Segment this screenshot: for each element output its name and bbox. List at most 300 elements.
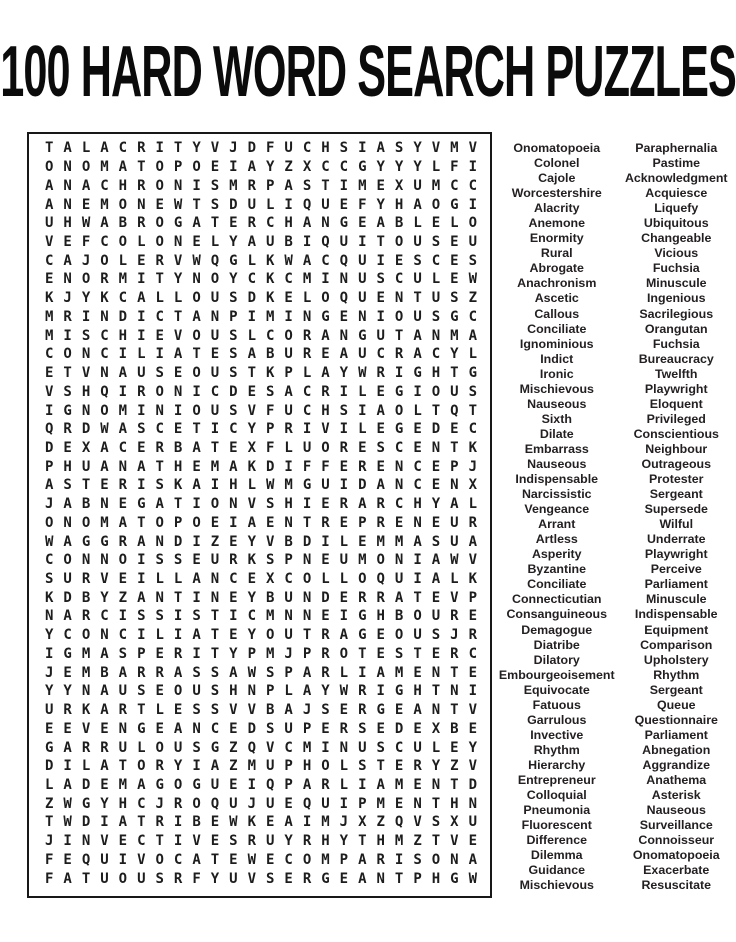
grid-letter: C bbox=[450, 177, 459, 194]
word-item: Diatribe bbox=[533, 637, 580, 652]
grid-letter: N bbox=[468, 795, 477, 812]
grid-letter: M bbox=[376, 533, 385, 550]
grid-letter: F bbox=[358, 196, 367, 213]
word-item: Difference bbox=[526, 833, 588, 848]
grid-letter: I bbox=[192, 383, 201, 400]
grid-letter: N bbox=[63, 514, 72, 531]
grid-letter: E bbox=[431, 589, 441, 606]
grid-letter: F bbox=[44, 851, 54, 868]
grid-letter: U bbox=[321, 477, 330, 494]
grid-letter: E bbox=[450, 739, 459, 756]
grid-letter: T bbox=[137, 514, 146, 531]
grid-letter: N bbox=[394, 552, 404, 569]
grid-letter: P bbox=[450, 458, 459, 475]
grid-letter: E bbox=[265, 851, 275, 868]
grid-letter: I bbox=[339, 383, 349, 400]
grid-letter: P bbox=[413, 870, 422, 887]
grid-letter: Y bbox=[173, 271, 183, 288]
grid-letter: A bbox=[247, 233, 256, 250]
grid-letter: R bbox=[321, 627, 330, 644]
grid-letter: A bbox=[192, 308, 201, 325]
grid-letter: A bbox=[284, 383, 293, 400]
grid-letter: O bbox=[321, 439, 330, 456]
grid-letter: A bbox=[63, 533, 72, 550]
grid-letter: U bbox=[468, 233, 477, 250]
grid-letter: S bbox=[210, 683, 220, 700]
grid-letter: N bbox=[302, 308, 312, 325]
grid-letter: O bbox=[155, 233, 164, 250]
grid-letter: L bbox=[173, 571, 183, 588]
grid-letter: A bbox=[394, 589, 404, 606]
grid-letter: E bbox=[431, 514, 441, 531]
grid-letter: C bbox=[100, 346, 109, 363]
grid-letter: S bbox=[265, 870, 275, 887]
word-item: Rhythm bbox=[533, 742, 580, 757]
grid-letter: I bbox=[247, 777, 256, 793]
grid-letter: A bbox=[210, 758, 220, 775]
grid-letter: T bbox=[210, 439, 220, 456]
grid-letter: I bbox=[137, 271, 146, 288]
grid-letter: L bbox=[284, 683, 293, 700]
word-item: Worcestershire bbox=[511, 186, 602, 201]
grid-letter: R bbox=[376, 365, 385, 382]
grid-letter: I bbox=[118, 851, 128, 868]
grid-letter: O bbox=[63, 346, 72, 363]
grid-letter: V bbox=[431, 140, 441, 157]
grid-letter: G bbox=[358, 159, 367, 176]
grid-letter: D bbox=[394, 720, 404, 737]
grid-letter: R bbox=[81, 608, 91, 625]
grid-letter: M bbox=[394, 777, 404, 793]
grid-letter: N bbox=[173, 233, 183, 250]
grid-letter: O bbox=[155, 739, 164, 756]
word-item: Eloquent bbox=[649, 396, 703, 411]
grid-letter: N bbox=[450, 683, 459, 700]
grid-letter: D bbox=[247, 290, 256, 307]
grid-letter: S bbox=[210, 177, 220, 194]
grid-letter: H bbox=[229, 683, 238, 700]
grid-letter: C bbox=[155, 308, 164, 325]
grid-letter: O bbox=[210, 496, 220, 513]
grid-letter: V bbox=[81, 720, 91, 737]
grid-letter: M bbox=[302, 271, 312, 288]
grid-letter: S bbox=[431, 233, 441, 250]
word-item: Asperity bbox=[531, 547, 582, 562]
grid-letter: E bbox=[339, 589, 349, 606]
grid-letter: C bbox=[321, 252, 330, 269]
word-item: Dilemma bbox=[530, 848, 583, 863]
grid-letter: I bbox=[376, 252, 385, 269]
word-item: Wilful bbox=[659, 517, 694, 532]
grid-letter: N bbox=[100, 552, 109, 569]
grid-letter: I bbox=[358, 402, 367, 419]
grid-letter: E bbox=[376, 421, 385, 438]
grid-letter: A bbox=[44, 177, 54, 194]
grid-letter: T bbox=[210, 215, 220, 232]
grid-letter: N bbox=[118, 458, 128, 475]
grid-letter: E bbox=[376, 458, 385, 475]
grid-letter: S bbox=[468, 383, 477, 400]
grid-letter: T bbox=[137, 702, 146, 719]
word-item: Changeable bbox=[641, 231, 712, 246]
grid-letter: I bbox=[173, 402, 183, 419]
grid-letter: L bbox=[265, 196, 275, 213]
grid-letter: T bbox=[450, 702, 459, 719]
grid-letter: I bbox=[137, 477, 146, 494]
grid-letter: R bbox=[173, 870, 183, 887]
grid-letter: M bbox=[210, 458, 220, 475]
grid-letter: R bbox=[302, 833, 312, 850]
grid-letter: T bbox=[394, 327, 404, 344]
grid-letter: N bbox=[358, 308, 367, 325]
grid-letter: M bbox=[118, 271, 128, 288]
grid-letter: E bbox=[247, 383, 256, 400]
grid-letter: C bbox=[118, 290, 128, 307]
word-list bbox=[497, 141, 736, 893]
grid-letter: V bbox=[265, 739, 275, 756]
grid-letter: T bbox=[192, 421, 201, 438]
grid-letter: O bbox=[44, 514, 54, 531]
grid-letter: R bbox=[81, 739, 91, 756]
grid-letter: M bbox=[394, 533, 404, 550]
grid-letter: D bbox=[247, 140, 256, 157]
grid-letter: C bbox=[394, 271, 404, 288]
grid-letter: L bbox=[339, 777, 349, 793]
grid-letter: R bbox=[118, 533, 128, 550]
grid-letter: Q bbox=[100, 383, 109, 400]
word-item: Cajole bbox=[538, 171, 576, 186]
grid-letter: U bbox=[413, 271, 422, 288]
grid-letter: A bbox=[137, 533, 146, 550]
grid-letter: W bbox=[63, 814, 72, 831]
grid-letter: A bbox=[321, 365, 330, 382]
grid-letter: N bbox=[229, 496, 238, 513]
grid-letter: L bbox=[468, 346, 477, 363]
grid-letter: C bbox=[118, 627, 128, 644]
grid-letter: A bbox=[413, 533, 422, 550]
grid-letter: N bbox=[137, 196, 146, 213]
word-item: Pneumonia bbox=[523, 803, 591, 818]
grid-letter: S bbox=[339, 402, 349, 419]
grid-letter: S bbox=[137, 683, 146, 700]
grid-letter: N bbox=[431, 702, 441, 719]
grid-letter: G bbox=[229, 252, 238, 269]
grid-letter: D bbox=[81, 777, 91, 793]
grid-letter: E bbox=[265, 814, 275, 831]
grid-letter: R bbox=[247, 215, 256, 232]
grid-letter: R bbox=[137, 383, 146, 400]
grid-letter: B bbox=[394, 215, 404, 232]
grid-letter: T bbox=[155, 271, 164, 288]
word-item: Fatuous bbox=[532, 697, 581, 712]
grid-letter: E bbox=[468, 720, 477, 737]
grid-letter: G bbox=[413, 365, 422, 382]
grid-letter: I bbox=[173, 814, 183, 831]
grid-letter: N bbox=[302, 589, 312, 606]
grid-letter: U bbox=[100, 851, 109, 868]
word-item: Playwright bbox=[644, 547, 708, 562]
title-bar bbox=[0, 34, 736, 110]
grid-letter: L bbox=[247, 477, 256, 494]
grid-letter: U bbox=[137, 365, 146, 382]
grid-letter: E bbox=[339, 458, 349, 475]
grid-letter: G bbox=[394, 383, 404, 400]
grid-letter: A bbox=[431, 552, 441, 569]
grid-letter: E bbox=[155, 720, 164, 737]
grid-letter: L bbox=[137, 233, 146, 250]
grid-letter: O bbox=[339, 645, 349, 662]
word-item: Playwright bbox=[644, 381, 708, 396]
grid-letter: Y bbox=[81, 290, 91, 307]
grid-letter: N bbox=[81, 683, 91, 700]
word-item: Indispensable bbox=[515, 472, 599, 487]
grid-letter: C bbox=[100, 177, 109, 194]
word-item: Surveillance bbox=[639, 818, 713, 833]
grid-letter: E bbox=[394, 702, 404, 719]
grid-letter: G bbox=[44, 739, 54, 756]
grid-letter: R bbox=[339, 496, 349, 513]
grid-letter: E bbox=[339, 308, 349, 325]
grid-letter: B bbox=[100, 664, 109, 681]
grid-letter: I bbox=[173, 627, 183, 644]
grid-letter: S bbox=[358, 720, 367, 737]
grid-letter: P bbox=[137, 645, 146, 662]
word-item: Parliament bbox=[644, 727, 708, 742]
grid-letter: P bbox=[358, 795, 367, 812]
grid-letter: K bbox=[247, 814, 256, 831]
word-item: Mischievous bbox=[519, 878, 594, 893]
word-item: Byzantine bbox=[527, 562, 587, 577]
grid-letter: Q bbox=[44, 421, 54, 438]
grid-letter: H bbox=[413, 683, 422, 700]
grid-letter: X bbox=[358, 814, 367, 831]
grid-letter: C bbox=[44, 552, 54, 569]
grid-letter: J bbox=[63, 290, 72, 307]
grid-letter: H bbox=[284, 215, 293, 232]
grid-letter: Y bbox=[339, 833, 349, 850]
grid-letter: R bbox=[376, 589, 385, 606]
grid-letter: A bbox=[247, 514, 256, 531]
word-item: Onomatopoeia bbox=[513, 141, 601, 155]
grid-letter: A bbox=[100, 645, 109, 662]
grid-letter: L bbox=[302, 365, 312, 382]
word-item: Enormity bbox=[529, 231, 584, 246]
grid-letter: A bbox=[376, 477, 385, 494]
grid-letter: K bbox=[247, 552, 256, 569]
grid-letter: I bbox=[210, 421, 220, 438]
grid-letter: S bbox=[192, 739, 201, 756]
grid-letter: R bbox=[63, 308, 72, 325]
grid-letter: S bbox=[468, 252, 477, 269]
grid-letter: A bbox=[63, 870, 72, 887]
grid-letter: M bbox=[247, 758, 256, 775]
grid-letter: I bbox=[413, 383, 422, 400]
grid-letter: I bbox=[155, 140, 164, 157]
grid-letter: N bbox=[339, 327, 349, 344]
grid-letter: H bbox=[321, 402, 330, 419]
grid-letter: T bbox=[155, 833, 164, 850]
grid-letter: U bbox=[468, 814, 477, 831]
word-item: Conciliate bbox=[527, 321, 587, 336]
grid-letter: Q bbox=[302, 795, 312, 812]
grid-letter: V bbox=[321, 421, 330, 438]
grid-letter: R bbox=[376, 851, 385, 868]
grid-letter: U bbox=[284, 589, 293, 606]
grid-letter: F bbox=[44, 870, 54, 887]
grid-letter: U bbox=[192, 683, 201, 700]
grid-letter: S bbox=[431, 627, 441, 644]
word-item: Dilate bbox=[539, 426, 574, 441]
grid-letter: R bbox=[247, 833, 256, 850]
grid-letter: E bbox=[210, 833, 220, 850]
grid-letter: N bbox=[339, 271, 349, 288]
grid-letter: N bbox=[63, 196, 72, 213]
grid-letter: C bbox=[100, 327, 109, 344]
grid-letter: C bbox=[265, 215, 275, 232]
grid-letter: W bbox=[450, 552, 459, 569]
grid-letter: U bbox=[358, 290, 367, 307]
grid-letter: V bbox=[247, 870, 256, 887]
grid-letter: E bbox=[394, 252, 404, 269]
grid-letter: A bbox=[118, 365, 128, 382]
grid-letter: T bbox=[450, 365, 459, 382]
grid-letter: E bbox=[210, 159, 220, 176]
grid-letter: I bbox=[192, 533, 201, 550]
grid-letter: I bbox=[302, 814, 312, 831]
grid-letter: M bbox=[81, 664, 91, 681]
grid-letter: Q bbox=[450, 402, 459, 419]
grid-letter: E bbox=[247, 571, 256, 588]
grid-letter: S bbox=[376, 271, 385, 288]
grid-letter: T bbox=[137, 159, 146, 176]
grid-letter: U bbox=[173, 739, 183, 756]
grid-letter: A bbox=[100, 458, 109, 475]
grid-letter: Q bbox=[210, 252, 220, 269]
grid-letter: M bbox=[321, 814, 330, 831]
word-item: Resuscitate bbox=[641, 878, 712, 893]
grid-letter: U bbox=[394, 571, 404, 588]
grid-letter: R bbox=[358, 683, 367, 700]
grid-letter: U bbox=[413, 177, 422, 194]
grid-letter: C bbox=[210, 720, 220, 737]
grid-letter: R bbox=[468, 514, 477, 531]
grid-letter: A bbox=[192, 439, 201, 456]
grid-letter: R bbox=[100, 271, 109, 288]
word-item: Privileged bbox=[646, 411, 706, 426]
grid-letter: I bbox=[192, 589, 201, 606]
grid-letter: A bbox=[192, 571, 201, 588]
grid-letter: C bbox=[44, 346, 54, 363]
grid-letter: E bbox=[192, 458, 201, 475]
grid-letter: U bbox=[321, 196, 330, 213]
grid-letter: R bbox=[155, 758, 164, 775]
grid-letter: U bbox=[358, 739, 367, 756]
grid-letter: R bbox=[137, 664, 146, 681]
grid-letter: R bbox=[137, 140, 146, 157]
grid-letter: N bbox=[192, 720, 201, 737]
grid-letter: I bbox=[137, 402, 146, 419]
grid-letter: S bbox=[210, 196, 220, 213]
grid-letter: I bbox=[192, 645, 201, 662]
grid-letter: D bbox=[81, 814, 91, 831]
grid-letter: U bbox=[44, 702, 54, 719]
grid-letter: I bbox=[394, 851, 404, 868]
grid-letter: M bbox=[44, 327, 54, 344]
grid-letter: C bbox=[394, 439, 404, 456]
grid-letter: P bbox=[284, 365, 293, 382]
grid-letter: N bbox=[81, 346, 91, 363]
grid-letter: P bbox=[247, 645, 256, 662]
grid-letter: A bbox=[284, 177, 293, 194]
grid-letter: X bbox=[302, 159, 312, 176]
grid-letter: A bbox=[173, 664, 183, 681]
grid-letter: S bbox=[302, 177, 312, 194]
grid-letter: W bbox=[358, 365, 367, 382]
grid-letter: N bbox=[394, 458, 404, 475]
grid-letter: L bbox=[468, 496, 477, 513]
grid-letter: S bbox=[44, 571, 54, 588]
grid-letter: G bbox=[339, 215, 349, 232]
grid-letter: E bbox=[376, 383, 385, 400]
word-item: Minuscule bbox=[645, 276, 707, 291]
grid-letter: A bbox=[376, 215, 385, 232]
grid-letter: E bbox=[284, 870, 293, 887]
grid-letter: A bbox=[376, 777, 385, 793]
grid-letter: E bbox=[100, 477, 109, 494]
grid-letter: U bbox=[210, 552, 220, 569]
grid-letter: O bbox=[192, 514, 201, 531]
grid-letter: Y bbox=[173, 758, 183, 775]
word-item: Fluorescent bbox=[521, 818, 592, 833]
grid-letter: U bbox=[413, 627, 422, 644]
grid-letter: B bbox=[394, 608, 404, 625]
word-list-column-2 bbox=[617, 141, 736, 893]
grid-letter: H bbox=[63, 458, 72, 475]
grid-letter: A bbox=[358, 851, 367, 868]
grid-letter: G bbox=[100, 533, 109, 550]
grid-letter: N bbox=[431, 439, 441, 456]
grid-letter: U bbox=[450, 533, 459, 550]
grid-letter: I bbox=[339, 608, 349, 625]
grid-letter: R bbox=[321, 514, 330, 531]
grid-letter: Q bbox=[339, 290, 349, 307]
word-item: Asterisk bbox=[651, 788, 701, 803]
grid-letter: S bbox=[137, 608, 146, 625]
grid-letter: G bbox=[173, 215, 183, 232]
grid-letter: K bbox=[100, 290, 109, 307]
grid-letter: U bbox=[450, 514, 459, 531]
grid-letter: N bbox=[63, 159, 72, 176]
grid-letter: L bbox=[302, 290, 312, 307]
grid-letter: T bbox=[376, 233, 385, 250]
grid-letter: A bbox=[321, 327, 330, 344]
grid-letter: T bbox=[431, 795, 441, 812]
grid-letter: S bbox=[413, 252, 422, 269]
grid-letter: S bbox=[118, 645, 128, 662]
grid-letter: E bbox=[155, 196, 164, 213]
grid-letter: I bbox=[63, 327, 72, 344]
grid-letter: H bbox=[229, 477, 238, 494]
grid-letter: Z bbox=[229, 758, 238, 775]
grid-letter: S bbox=[229, 290, 238, 307]
grid-letter: C bbox=[468, 645, 477, 662]
grid-letter: C bbox=[302, 402, 312, 419]
grid-letter: T bbox=[431, 402, 441, 419]
grid-letter: R bbox=[321, 383, 330, 400]
grid-letter: E bbox=[229, 589, 238, 606]
grid-letter: A bbox=[63, 777, 72, 793]
word-item: Sacrilegious bbox=[639, 306, 714, 321]
